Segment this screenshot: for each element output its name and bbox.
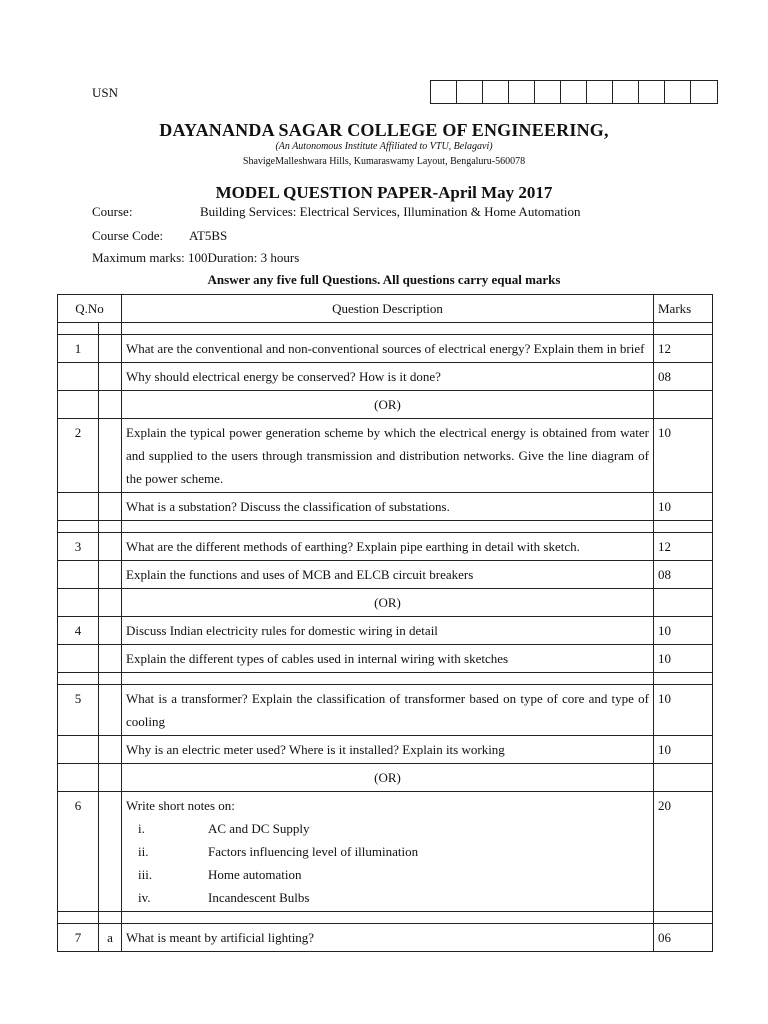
list-item-text: Factors influencing level of illumination: [208, 844, 419, 859]
question-marks: 10: [654, 736, 713, 764]
or-row: [58, 764, 713, 792]
list-item-text: AC and DC Supply: [208, 821, 310, 836]
usn-box: [431, 81, 457, 103]
list-item: [126, 840, 649, 863]
course-code-value: AT5BS: [189, 228, 228, 243]
usn-box: [561, 81, 587, 103]
college-name: DAYANANDA SAGAR COLLEGE OF ENGINEERING,: [159, 120, 609, 140]
question-number: 7: [58, 924, 99, 952]
usn-box: [587, 81, 613, 103]
header-qno: Q.No: [58, 295, 122, 323]
question-marks: 20: [654, 792, 713, 912]
question-marks: 10: [654, 617, 713, 645]
question-text: Why should electrical energy be conserved? How is it done?: [122, 363, 654, 391]
course-code-label: Course Code:: [92, 228, 164, 243]
instructions: Answer any five full Questions. All questions carry equal marks: [207, 272, 561, 287]
list-item: [126, 817, 649, 840]
list-item-text: Home automation: [208, 867, 302, 882]
or-row: [58, 589, 713, 617]
college-address: ShavigeMalleshwara Hills, Kumaraswamy Layout, Bengaluru-560078: [242, 156, 526, 167]
paper-title: MODEL QUESTION PAPER-April May 2017: [215, 183, 553, 202]
question-text: What are the different methods of earthing? Explain pipe earthing in detail with sketch.: [122, 533, 654, 561]
usn-box: [483, 81, 509, 103]
course-value: Building Services: Electrical Services, Illumination & Home Automation: [200, 204, 581, 219]
question-marks: 08: [654, 561, 713, 589]
question-text: Explain the functions and uses of MCB and ELCB circuit breakers: [122, 561, 654, 589]
college-affiliation: (An Autonomous Institute Affiliated to VTU, Belagavi): [275, 141, 493, 152]
usn-box: [639, 81, 665, 103]
table-row: [58, 335, 713, 363]
question-table: [57, 294, 713, 952]
usn-box: [457, 81, 483, 103]
question-text: Explain the different types of cables used in internal wiring with sketches: [122, 645, 654, 673]
or-label: (OR): [122, 764, 654, 792]
list-item-number: i.: [138, 821, 145, 836]
question-text: What is meant by artificial lighting?: [122, 924, 654, 952]
table-row: [58, 685, 713, 736]
question-cell: [122, 792, 654, 912]
question-number: 5: [58, 685, 99, 736]
table-row: [58, 363, 713, 391]
question-number: 6: [58, 792, 99, 912]
question-text: Explain the typical power generation scheme by which the electrical energy is obtained from water and supplied to the users through transmission and distribution networks. Give the line diagram of the power scheme.: [122, 419, 654, 493]
table-row: [58, 533, 713, 561]
question-number: 4: [58, 617, 99, 645]
spacer-row: [58, 323, 713, 335]
question-subpart: a: [99, 924, 122, 952]
max-marks-duration: Maximum marks: 100Duration: 3 hours: [92, 250, 300, 265]
usn-box: [509, 81, 535, 103]
usn-box: [691, 81, 717, 103]
table-row: [58, 419, 713, 493]
question-text: Discuss Indian electricity rules for domestic wiring in detail: [122, 617, 654, 645]
question-marks: 06: [654, 924, 713, 952]
spacer-row: [58, 521, 713, 533]
question-marks: 10: [654, 419, 713, 493]
question-marks: 10: [654, 685, 713, 736]
table-row: [58, 493, 713, 521]
table-row: [58, 924, 713, 952]
or-label: (OR): [122, 391, 654, 419]
table-row: [58, 645, 713, 673]
list-item: [126, 863, 649, 886]
question-text: What is a substation? Discuss the classification of substations.: [122, 493, 654, 521]
usn-label: USN: [92, 85, 119, 100]
table-header-row: [58, 295, 713, 323]
usn-box: [535, 81, 561, 103]
list-item-number: iii.: [138, 867, 153, 882]
question-marks: 08: [654, 363, 713, 391]
list-item: [126, 886, 649, 909]
question-text: What are the conventional and non-conventional sources of electrical energy? Explain them in brief: [122, 335, 654, 363]
usn-boxes: [430, 80, 718, 104]
usn-box: [613, 81, 639, 103]
list-item-number: ii.: [138, 844, 149, 859]
question-text: What is a transformer? Explain the classification of transformer based on type of core and type of cooling: [122, 685, 654, 736]
table-row: [58, 561, 713, 589]
spacer-row: [58, 673, 713, 685]
question-marks: 10: [654, 493, 713, 521]
usn-box: [665, 81, 691, 103]
table-row: [58, 617, 713, 645]
list-item-number: iv.: [138, 890, 151, 905]
table-row: [58, 792, 713, 912]
question-marks: 12: [654, 335, 713, 363]
header-marks: Marks: [654, 295, 713, 323]
or-label: (OR): [122, 589, 654, 617]
list-item-text: Incandescent Bulbs: [208, 890, 310, 905]
header-description: Question Description: [122, 295, 654, 323]
spacer-row: [58, 912, 713, 924]
or-row: [58, 391, 713, 419]
question-text: Why is an electric meter used? Where is it installed? Explain its working: [122, 736, 654, 764]
question-marks: 10: [654, 645, 713, 673]
question-number: 2: [58, 419, 99, 493]
course-label: Course:: [92, 204, 133, 219]
question-text: Write short notes on:: [126, 798, 235, 813]
question-number: 1: [58, 335, 99, 363]
question-number: 3: [58, 533, 99, 561]
question-marks: 12: [654, 533, 713, 561]
table-row: [58, 736, 713, 764]
